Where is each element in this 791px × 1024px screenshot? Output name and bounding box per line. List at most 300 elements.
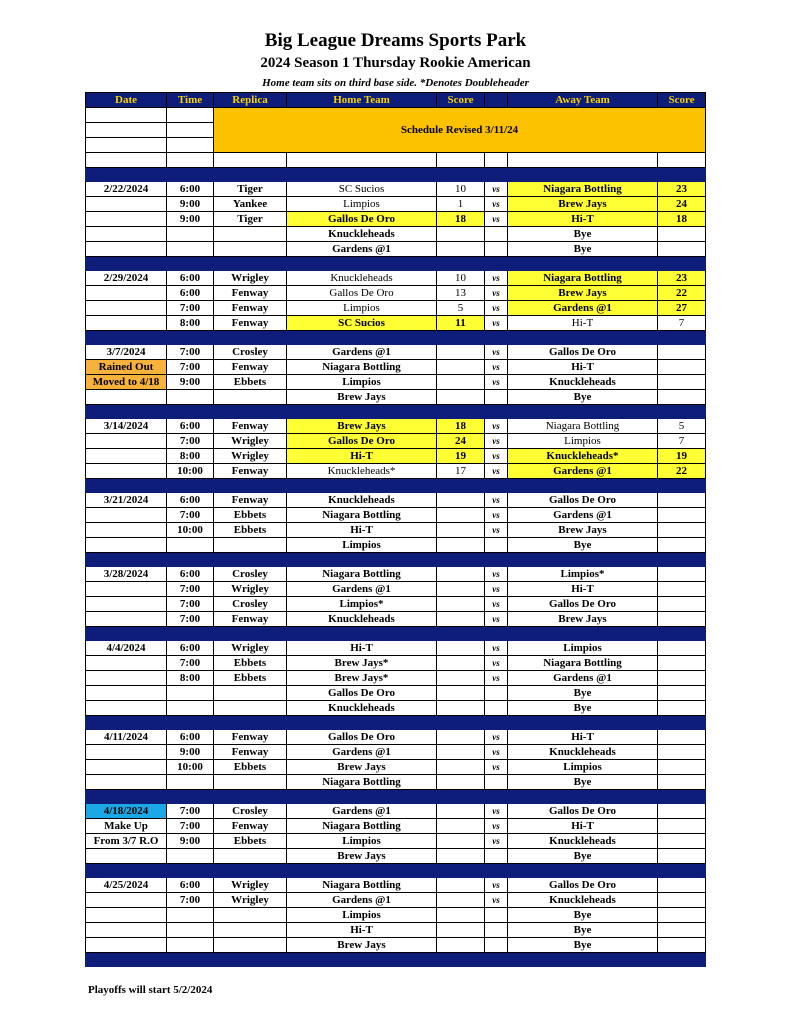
separator-cell [167,405,214,419]
home-score-cell [437,597,485,612]
away-score-cell [658,375,706,390]
home-team-cell: Gallos De Oro [287,730,437,745]
separator-cell [508,716,658,730]
time-cell: 8:00 [167,449,214,464]
separator-cell [287,553,437,567]
home-score-cell [437,345,485,360]
vs-cell: vs [485,449,508,464]
separator-cell [508,331,658,345]
home-score-cell: 18 [437,419,485,434]
home-score-cell [437,938,485,953]
vs-cell [485,227,508,242]
vs-cell: vs [485,182,508,197]
separator-cell [167,168,214,182]
schedule-table [85,92,706,967]
date-cell [86,656,167,671]
week-separator [86,479,706,493]
vs-cell: vs [485,878,508,893]
separator-cell [287,331,437,345]
home-score-cell: 5 [437,301,485,316]
table-row [86,449,706,464]
vs-cell [485,938,508,953]
replica-cell: Wrigley [214,271,287,286]
table-row [86,686,706,701]
separator-cell [86,790,167,804]
home-score-cell [437,538,485,553]
separator-cell [437,168,485,182]
table-row [86,197,706,212]
away-team-cell: Bye [508,701,658,716]
home-score-cell [437,745,485,760]
away-score-cell: 22 [658,286,706,301]
table-row [86,316,706,331]
home-score-cell [437,375,485,390]
separator-cell [214,627,287,641]
table-row [86,938,706,953]
vs-cell: vs [485,567,508,582]
home-team-cell: Knuckleheads [287,612,437,627]
separator-cell [658,405,706,419]
replica-cell: Wrigley [214,582,287,597]
home-team-cell: Limpios* [287,597,437,612]
date-cell [86,197,167,212]
time-cell: 8:00 [167,671,214,686]
time-cell: 7:00 [167,804,214,819]
separator-cell [86,168,167,182]
separator-cell [485,627,508,641]
date-cell [86,227,167,242]
table-row [86,641,706,656]
date-cell [86,464,167,479]
vs-cell: vs [485,582,508,597]
time-cell: 9:00 [167,375,214,390]
table-row [86,508,706,523]
replica-cell: Ebbets [214,834,287,849]
replica-cell [214,938,287,953]
week-separator [86,864,706,878]
week-separator [86,627,706,641]
date-cell [86,301,167,316]
separator-cell [485,405,508,419]
away-score-cell [658,804,706,819]
home-score-cell [437,242,485,257]
away-score-cell [658,242,706,257]
replica-cell: Crosley [214,567,287,582]
page-note: Home team sits on third base side. *Denotes Doubleheader [262,77,529,89]
time-cell [167,775,214,790]
away-team-cell: Bye [508,538,658,553]
separator-cell [658,331,706,345]
week-separator [86,790,706,804]
separator-cell [167,331,214,345]
replica-cell: Tiger [214,212,287,227]
replica-cell: Ebbets [214,656,287,671]
table-row [86,227,706,242]
away-score-cell [658,819,706,834]
time-cell [167,701,214,716]
replica-cell [214,775,287,790]
table-row [86,286,706,301]
week-separator [86,331,706,345]
away-team-cell: Niagara Bottling [508,182,658,197]
separator-cell [485,790,508,804]
separator-cell [214,479,287,493]
separator-cell [485,953,508,967]
vs-cell: vs [485,641,508,656]
separator-cell [437,716,485,730]
time-cell [167,242,214,257]
table-header-row [86,93,706,108]
away-team-cell: Limpios [508,641,658,656]
vs-cell: vs [485,745,508,760]
vs-cell: vs [485,508,508,523]
separator-cell [214,716,287,730]
home-team-cell: Brew Jays* [287,671,437,686]
home-score-cell [437,390,485,405]
vs-cell: vs [485,286,508,301]
date-cell [86,671,167,686]
vs-cell: vs [485,730,508,745]
away-score-cell [658,775,706,790]
time-cell: 9:00 [167,197,214,212]
separator-cell [86,405,167,419]
vs-cell: vs [485,612,508,627]
date-cell: 4/4/2024 [86,641,167,656]
replica-cell: Wrigley [214,893,287,908]
separator-cell [287,257,437,271]
home-score-cell [437,582,485,597]
home-score-cell [437,834,485,849]
away-score-cell [658,745,706,760]
table-row [86,301,706,316]
table-row [86,656,706,671]
home-score-cell: 11 [437,316,485,331]
time-cell: 6:00 [167,730,214,745]
vs-cell: vs [485,804,508,819]
home-team-cell: Gallos De Oro [287,286,437,301]
time-cell: 7:00 [167,360,214,375]
date-cell [86,686,167,701]
home-team-cell: Hi-T [287,449,437,464]
home-score-cell: 19 [437,449,485,464]
away-team-cell: Limpios* [508,567,658,582]
home-score-cell [437,641,485,656]
away-team-cell: Gallos De Oro [508,493,658,508]
away-score-cell [658,893,706,908]
vs-cell: vs [485,434,508,449]
home-team-cell: Brew Jays [287,938,437,953]
separator-cell [508,553,658,567]
separator-cell [658,479,706,493]
time-cell: 6:00 [167,419,214,434]
separator-cell [508,790,658,804]
vs-cell: vs [485,360,508,375]
table-row [86,345,706,360]
vs-cell: vs [485,212,508,227]
home-team-cell: Brew Jays [287,760,437,775]
separator-cell [167,479,214,493]
vs-cell: vs [485,760,508,775]
week-separator [86,168,706,182]
date-cell [86,701,167,716]
home-team-cell: Brew Jays [287,849,437,864]
home-team-cell: Niagara Bottling [287,878,437,893]
away-team-cell: Gardens @1 [508,508,658,523]
separator-cell [658,864,706,878]
separator-cell [86,716,167,730]
separator-cell [86,953,167,967]
separator-cell [658,257,706,271]
away-score-cell: 5 [658,419,706,434]
home-team-cell: Limpios [287,375,437,390]
vs-cell: vs [485,819,508,834]
time-cell: 7:00 [167,597,214,612]
away-team-cell: Bye [508,923,658,938]
away-score-cell [658,612,706,627]
away-score-cell [658,345,706,360]
separator-cell [86,864,167,878]
replica-cell [214,686,287,701]
separator-cell [167,553,214,567]
away-team-cell: Hi-T [508,360,658,375]
table-row [86,271,706,286]
separator-cell [658,627,706,641]
time-cell: 7:00 [167,434,214,449]
replica-cell: Fenway [214,360,287,375]
away-team-cell: Hi-T [508,730,658,745]
home-score-cell [437,567,485,582]
separator-cell [508,479,658,493]
week-separator [86,405,706,419]
replica-cell: Fenway [214,286,287,301]
away-team-cell: Niagara Bottling [508,419,658,434]
replica-cell: Fenway [214,730,287,745]
home-score-cell [437,908,485,923]
separator-cell [86,257,167,271]
separator-cell [86,331,167,345]
table-row [86,671,706,686]
table-row [86,360,706,375]
replica-cell [214,849,287,864]
separator-cell [167,864,214,878]
table-row [86,182,706,197]
away-team-cell: Bye [508,938,658,953]
home-score-cell [437,893,485,908]
home-team-cell: Niagara Bottling [287,819,437,834]
replica-cell [214,227,287,242]
time-cell: 6:00 [167,641,214,656]
replica-cell [214,908,287,923]
away-team-cell: Gardens @1 [508,301,658,316]
away-team-cell: Bye [508,242,658,257]
vs-cell [485,908,508,923]
separator-cell [437,864,485,878]
col-header: Home Team [287,93,437,108]
time-cell: 7:00 [167,612,214,627]
away-team-cell: Knuckleheads [508,834,658,849]
replica-cell: Wrigley [214,878,287,893]
home-team-cell: Hi-T [287,641,437,656]
separator-cell [167,716,214,730]
home-team-cell: Limpios [287,834,437,849]
away-team-cell: Gallos De Oro [508,878,658,893]
time-cell: 6:00 [167,286,214,301]
away-score-cell [658,493,706,508]
away-score-cell [658,878,706,893]
date-cell [86,908,167,923]
replica-cell: Crosley [214,804,287,819]
date-cell: 2/22/2024 [86,182,167,197]
replica-cell: Fenway [214,316,287,331]
col-header: Date [86,93,167,108]
away-score-cell: 24 [658,197,706,212]
replica-cell: Fenway [214,419,287,434]
separator-cell [437,790,485,804]
table-row [86,523,706,538]
vs-cell [485,686,508,701]
away-score-cell [658,701,706,716]
table-row [86,567,706,582]
away-team-cell: Hi-T [508,819,658,834]
date-cell [86,849,167,864]
vs-cell [485,775,508,790]
away-team-cell: Gallos De Oro [508,804,658,819]
replica-cell: Fenway [214,464,287,479]
away-score-cell [658,686,706,701]
separator-cell [485,864,508,878]
time-cell [167,538,214,553]
separator-cell [437,627,485,641]
home-team-cell: Knuckleheads* [287,464,437,479]
date-cell [86,242,167,257]
home-team-cell: Gardens @1 [287,345,437,360]
vs-cell: vs [485,671,508,686]
table-row [86,597,706,612]
away-team-cell: Limpios [508,760,658,775]
home-team-cell: Knuckleheads [287,701,437,716]
separator-cell [485,716,508,730]
time-cell: 9:00 [167,212,214,227]
date-cell: 3/28/2024 [86,567,167,582]
date-cell [86,612,167,627]
separator-cell [86,627,167,641]
table-row [86,730,706,745]
away-score-cell: 7 [658,434,706,449]
away-team-cell: Gardens @1 [508,671,658,686]
time-cell [167,227,214,242]
date-cell: 4/11/2024 [86,730,167,745]
replica-cell: Wrigley [214,434,287,449]
date-cell [86,923,167,938]
away-team-cell: Knuckleheads* [508,449,658,464]
away-team-cell: Bye [508,849,658,864]
home-team-cell: Gallos De Oro [287,212,437,227]
date-cell [86,938,167,953]
away-score-cell [658,390,706,405]
week-separator [86,953,706,967]
replica-cell [214,390,287,405]
away-team-cell: Niagara Bottling [508,271,658,286]
time-cell: 9:00 [167,834,214,849]
table-row [86,464,706,479]
vs-cell [485,242,508,257]
separator-cell [508,405,658,419]
table-row [86,893,706,908]
home-team-cell: Limpios [287,538,437,553]
date-cell [86,212,167,227]
home-score-cell [437,760,485,775]
home-score-cell: 10 [437,271,485,286]
separator-cell [485,331,508,345]
home-score-cell: 13 [437,286,485,301]
home-score-cell [437,508,485,523]
table-row [86,834,706,849]
away-team-cell: Bye [508,686,658,701]
date-cell: 3/7/2024 [86,345,167,360]
table-row [86,390,706,405]
away-score-cell [658,923,706,938]
replica-cell: Crosley [214,597,287,612]
home-score-cell [437,671,485,686]
col-header: Time [167,93,214,108]
away-score-cell [658,760,706,775]
home-team-cell: Niagara Bottling [287,360,437,375]
separator-cell [287,790,437,804]
away-score-cell [658,523,706,538]
col-header: Score [437,93,485,108]
date-cell [86,538,167,553]
col-header: Replica [214,93,287,108]
away-team-cell: Gallos De Oro [508,597,658,612]
date-cell [86,745,167,760]
separator-cell [167,790,214,804]
replica-cell: Wrigley [214,449,287,464]
replica-cell: Ebbets [214,375,287,390]
away-team-cell: Gardens @1 [508,464,658,479]
away-score-cell [658,730,706,745]
home-score-cell [437,804,485,819]
table-row [86,538,706,553]
replica-cell: Crosley [214,345,287,360]
home-score-cell [437,493,485,508]
time-cell: 6:00 [167,271,214,286]
home-team-cell: Gallos De Oro [287,686,437,701]
replica-cell: Fenway [214,301,287,316]
away-team-cell: Hi-T [508,582,658,597]
home-score-cell [437,686,485,701]
time-cell: 10:00 [167,523,214,538]
separator-cell [86,553,167,567]
home-team-cell: Limpios [287,908,437,923]
replica-cell: Fenway [214,493,287,508]
home-score-cell [437,775,485,790]
home-team-cell: Brew Jays [287,419,437,434]
home-score-cell [437,878,485,893]
time-cell [167,390,214,405]
replica-cell: Fenway [214,819,287,834]
away-team-cell: Hi-T [508,316,658,331]
separator-cell [167,953,214,967]
date-cell: From 3/7 R.O [86,834,167,849]
time-cell: 7:00 [167,345,214,360]
home-score-cell [437,701,485,716]
date-cell [86,775,167,790]
separator-cell [437,553,485,567]
home-score-cell: 1 [437,197,485,212]
home-team-cell: Gardens @1 [287,242,437,257]
separator-cell [214,405,287,419]
home-team-cell: Niagara Bottling [287,567,437,582]
